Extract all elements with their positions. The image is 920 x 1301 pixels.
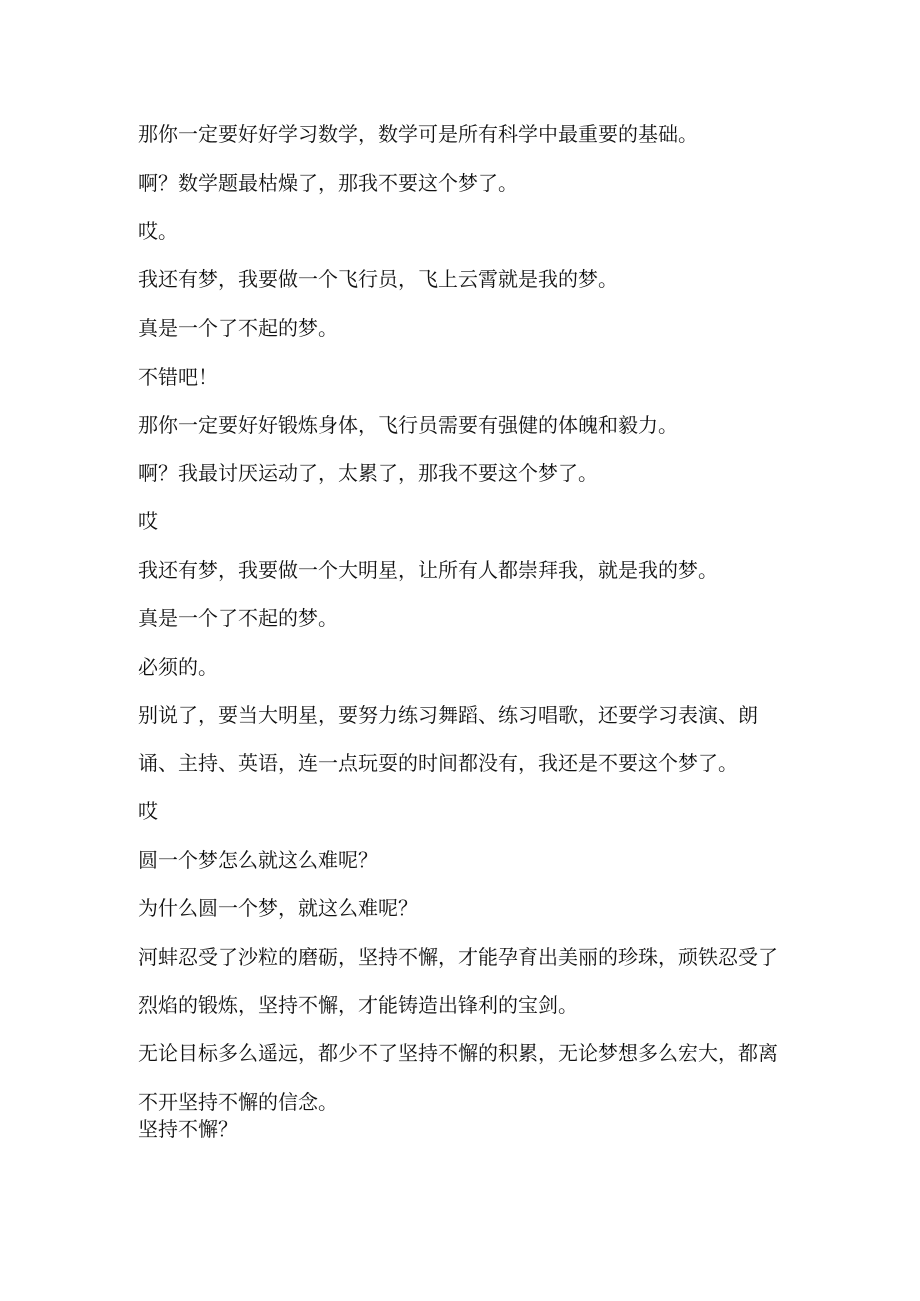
text-line: 真是一个了不起的梦。	[138, 606, 338, 630]
text-line: 我还有梦，我要做一个飞行员，飞上云霄就是我的梦。	[138, 267, 618, 291]
text-line: 哎。	[138, 219, 178, 243]
text-line: 圆一个梦怎么就这么难呢？	[138, 848, 378, 872]
text-line: 不开坚持不懈的信念。	[138, 1090, 338, 1114]
text-line: 啊？数学题最枯燥了，那我不要这个梦了。	[138, 171, 518, 195]
text-line: 那你一定要好好锻炼身体，飞行员需要有强健的体魄和毅力。	[138, 413, 678, 437]
text-line: 无论目标多么遥远，都少不了坚持不懈的积累，无论梦想多么宏大，都离	[138, 1041, 778, 1065]
text-line: 烈焰的锻炼，坚持不懈，才能铸造出锋利的宝剑。	[138, 993, 578, 1017]
text-line: 河蚌忍受了沙粒的磨砺，坚持不懈，才能孕育出美丽的珍珠，顽铁忍受了	[138, 945, 778, 969]
text-line: 哎	[138, 799, 158, 823]
text-line: 不错吧！	[138, 365, 218, 389]
text-line: 哎	[138, 509, 158, 533]
text-line: 必须的。	[138, 655, 218, 679]
text-line: 坚持不懈？	[138, 1117, 238, 1141]
text-line: 我还有梦，我要做一个大明星，让所有人都崇拜我，就是我的梦。	[138, 558, 718, 582]
text-line: 那你一定要好好学习数学，数学可是所有科学中最重要的基础。	[138, 122, 698, 146]
text-line: 为什么圆一个梦，就这么难呢？	[138, 896, 418, 920]
text-line: 诵、主持、英语，连一点玩耍的时间都没有，我还是不要这个梦了。	[138, 751, 738, 775]
text-line: 真是一个了不起的梦。	[138, 316, 338, 340]
text-line: 啊？我最讨厌运动了，太累了，那我不要这个梦了。	[138, 461, 598, 485]
text-line: 别说了，要当大明星，要努力练习舞蹈、练习唱歌，还要学习表演、朗	[138, 703, 758, 727]
